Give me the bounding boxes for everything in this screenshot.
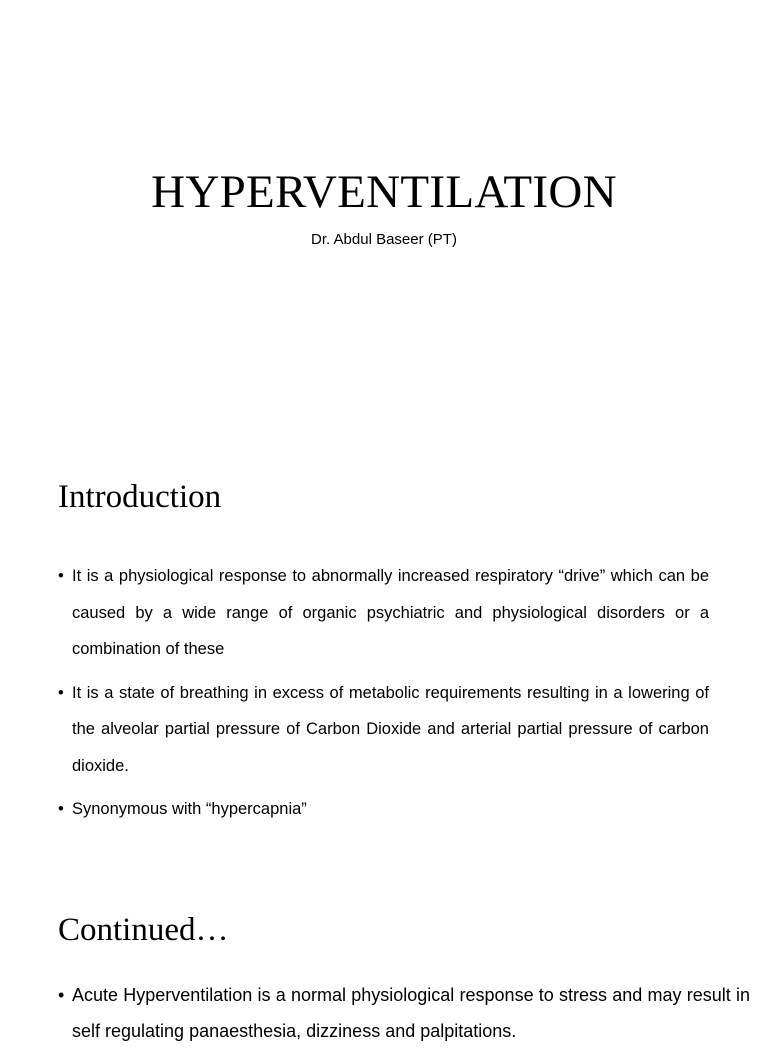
bullet-item [58,977,750,1049]
bullet-dot-icon: • [58,567,64,585]
bullet-dot-icon: • [58,985,65,1005]
bullet-text: It is a physiological response to abnormally increased respiratory “drive” which can be caused by a wide range of organic psychiatric and physiological disorders or a combination of these [72,567,709,658]
bullet-text: It is a state of breathing in excess of metabolic requirements resulting in a lowering of the alveolar partial pressure of Carbon Dioxide and arterial partial pressure of carbon dioxide. [72,683,709,775]
continued-bullet-list [58,977,750,1056]
presentation-author: Dr. Abdul Baseer (PT) [311,231,457,248]
bullet-dot-icon: • [58,683,64,702]
presentation-title: HYPERVENTILATION [151,166,617,218]
bullet-dot-icon: • [58,800,64,818]
introduction-heading: Introduction [58,479,222,515]
continued-heading: Continued… [58,912,229,948]
bullet-text: Acute Hyperventilation is a normal physiological response to stress and may result in self regulating panaesthesia, dizziness and palpitations. [72,985,750,1041]
bullet-text: Synonymous with “hypercapnia” [72,800,307,818]
